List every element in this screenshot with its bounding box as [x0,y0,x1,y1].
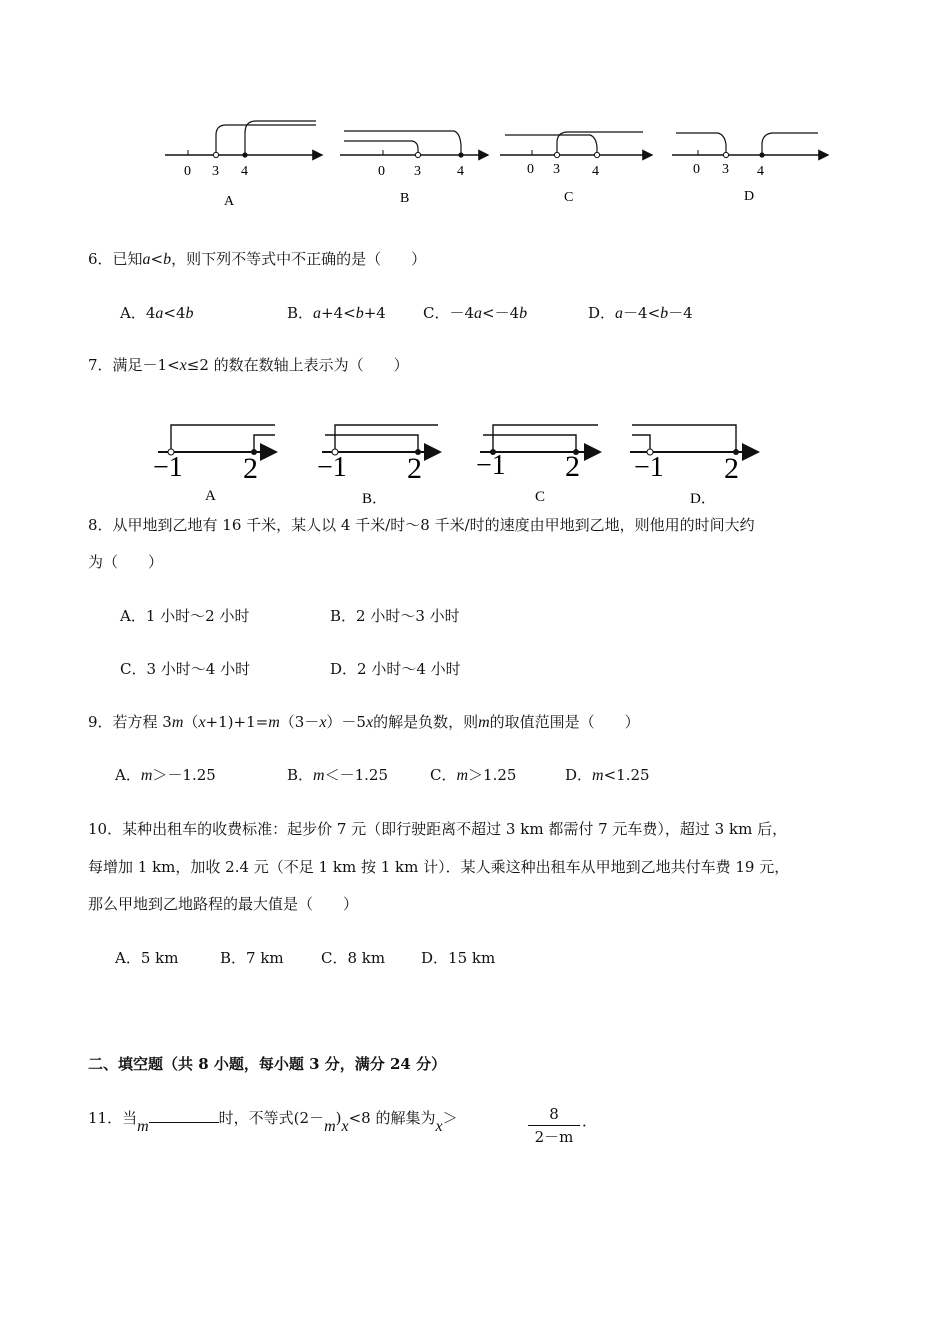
q10-option-b: B．7 km [220,949,284,967]
figure-label: B [400,191,410,206]
q8-option-a: A．1 小时～2 小时 [120,607,250,625]
q8-option-b: B．2 小时～3 小时 [330,607,460,625]
q9-option-c: C．m＞1.25 [430,766,517,784]
answer-blank[interactable] [149,1108,219,1123]
q7-stem: 7．满足－1<x≤2 的数在数轴上表示为（ ） [88,356,409,374]
q5-figure-a [165,121,322,209]
tick-label: −1 [153,452,183,483]
tick-label: 0 [378,164,385,179]
tick-label: 0 [693,162,700,177]
figure-label: D [744,189,755,204]
tick-label: −1 [317,452,347,483]
q5-figure-c [500,132,652,205]
tick-label: 2 [724,452,739,485]
tick-label: 4 [241,164,248,179]
figure-label: D． [690,491,716,507]
tick-label: 4 [457,164,464,179]
q5-figure-b [340,131,488,206]
q6-option-d: D．a－4<b－4 [588,304,693,322]
q6-option-a: A．4a<4b [120,304,194,322]
q8-option-c: C．3 小时～4 小时 [120,660,251,678]
q7-figure-d [630,425,758,507]
q10-option-d: D．15 km [421,949,496,967]
q9-stem: 9．若方程 3m（x+1)+1=m（3－x）－5x的解是负数，则m的取值范围是（ ） [88,713,640,731]
q7-number-line-figures [0,410,950,510]
q6-stem: 6．已知a<b，则下列不等式中不正确的是（ ） [88,250,427,268]
q10-stem-line2: 每增加 1 km，加收 2.4 元（不足 1 km 按 1 km 计）．某人乘这种出租车从甲地到乙地共付车费 19 元， [88,858,790,876]
q9-option-b: B．m＜－1.25 [287,766,388,784]
tick-label: −1 [634,452,664,483]
tick-label: 4 [757,164,764,179]
q7-figure-a [153,425,276,504]
figure-label: C [564,190,574,205]
tick-label: 3 [553,162,560,177]
q10-option-a: A．5 km [115,949,179,967]
tick-label: 3 [414,164,421,179]
q10-stem-line1: 10．某种出租车的收费标准：起步价 7 元（即行驶距离不超过 3 km 都需付 7 元车费），超过 3 km 后， [88,820,788,838]
q10-option-c: C．8 km [321,949,386,967]
q7-figure-c [476,425,600,505]
figure-label: A [205,488,216,504]
q11-period: ． [582,1112,598,1130]
figure-label: A [224,194,235,209]
fraction-denominator: 2－m [534,1128,574,1146]
tick-label: 2 [407,452,422,485]
q6-option-b: B．a+4<b+4 [287,304,386,322]
q11-fraction [528,1104,580,1147]
figure-label: B． [362,491,388,507]
fraction-bar [528,1125,580,1126]
q11-stem: 11．当m 时，不等式(2－m)x<8 的解集为x＞ [88,1109,458,1135]
tick-label: 0 [184,164,191,179]
q6-option-c: C．－4a<－4b [423,304,528,322]
tick-label: 4 [592,164,599,179]
tick-label: −1 [476,450,506,481]
q9-option-a: A．m＞－1.25 [115,766,216,784]
fraction-numerator: 8 [549,1105,559,1123]
figure-label: C [535,489,546,505]
tick-label: 3 [722,162,729,177]
q8-stem-line2: 为（ ） [88,553,164,571]
section-heading: 二、填空题（共 8 小题，每小题 3 分，满分 24 分） [88,1055,447,1073]
tick-label: 2 [565,450,580,483]
tick-label: 0 [527,162,534,177]
q7-figure-b [317,425,440,507]
q9-option-d: D．m<1.25 [565,766,650,784]
q5-number-line-figures [0,105,950,215]
tick-label: 2 [243,452,258,485]
q10-stem-line3: 那么甲地到乙地路程的最大值是（ ） [88,895,359,913]
tick-label: 3 [212,164,219,179]
q8-option-d: D．2 小时～4 小时 [330,660,461,678]
q5-figure-d [672,133,828,204]
q8-stem-line1: 8．从甲地到乙地有 16 千米，某人以 4 千米/时～8 千米/时的速度由甲地到乙地，则他用的时间大约 [88,516,755,534]
